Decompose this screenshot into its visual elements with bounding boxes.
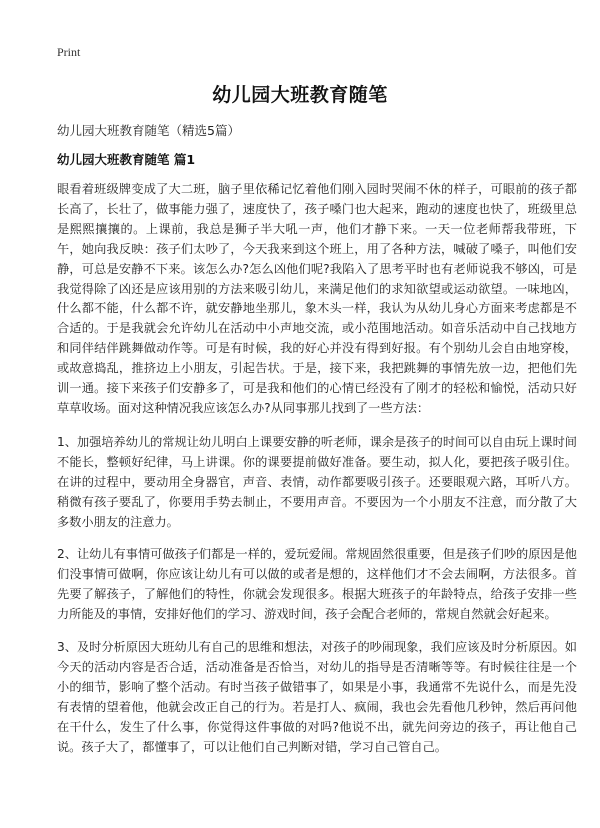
body-paragraph-1: 眼看着班级牌变成了大二班，脑子里依稀记忆着他们刚入园时哭闹不休的样子，可眼前的孩子都长高了，长壮了，做事能力强了，速度快了，孩子嗓门也大起来，跑动的速度也快了，班级里总是熙熙攘攘的。上课前，我总是狮子半大吼一声，他们才静下来。一天一位老师帮我带班，下午，她向我反映：孩子们太吵了，今天我来到这个班上，用了各种方法，喊破了嗓子，叫他们安静，可总是安静不下来。该怎么办?怎么凶他们呢?我陷入了思考平时也有老师说我不够凶，可是我觉得除了凶还是应该用别的方法来吸引幼儿，来满足他们的求知欲望或运动欲望。一味地凶，什么都不能，什么都不许，就安静地坐那儿，象木头一样，我认为从幼儿身心方面来考虑都是不合适的。于是我就会允许幼儿在活动中小声地交流，或小范围地活动。如音乐活动中自己找地方和同伴结伴跳舞做动作等。可是有时候，我的好心并没有得到好报。有个别幼儿会自由地穿梭，或故意捣乱，推挤边上小朋友，引起告状。于是，接下来，我把跳舞的事情先放一边，把他们先训一通。接下来孩子们安静多了，可是我和他们的心情已经没有了刚才的轻松和愉悦，活动只好草草收场。面对这种情况我应该怎么办?从同事那儿找到了一些方法： (57, 182, 577, 415)
section-heading: 幼儿园大班教育随笔 篇1 (57, 152, 196, 167)
print-link[interactable]: Print (57, 45, 81, 59)
body-paragraph-2: 1、加强培养幼儿的常规让幼儿明白上课要安静的听老师，课余是孩子的时间可以自由玩上课时间不能长，整顿好纪律，马上讲课。你的课要提前做好准备。要生动，拟人化，要把孩子吸引住。在讲的过程中，要动用全身器官，声音、表情，动作都要吸引孩子。还要眼观六路，耳听八方。稍微有孩子要乱了，你要用手势去制止，不要用声音。不要因为一个小朋友不注意，而分散了大多数小朋友的注意力。 (57, 435, 577, 529)
body-paragraph-4: 3、及时分析原因大班幼儿有自己的思维和想法，对孩子的吵闹现象，我们应该及时分析原因。如今天的活动内容是否合适，活动准备是否恰当，对幼儿的指导是否清晰等等。有时候往往是一个小的细节，影响了整个活动。有时当孩子做错事了，如果是小事，我通常不先说什么，而是先没有表情的望着他，他就会改正自己的行为。若是打人、疯闹，我也会先看他几秒钟，然后再问他在干什么，发生了什么事，你觉得这件事做的对吗?他说不出，就先问旁边的孩子，再让他自己说。孩子大了，都懂事了，可以让他们自己判断对错，学习自己管自己。 (57, 640, 577, 754)
page-title: 幼儿园大班教育随笔 (212, 84, 388, 106)
body-paragraph-3: 2、让幼儿有事情可做孩子们都是一样的，爱玩爱闹。常规固然很重要，但是孩子们吵的原因是他们没事情可做啊，你应该让幼儿有可以做的或者是想的，这样他们才不会去闹啊，方法很多。首先要了解孩子，了解他们的特性，你就会发现很多。根据大班孩子的年龄特点，给孩子安排一些力所能及的事情，安排好他们的学习、游戏时间，孩子会配合老师的，常规自然就会好起来。 (57, 547, 577, 621)
document-subtitle: 幼儿园大班教育随笔（精选5篇） (57, 123, 240, 138)
